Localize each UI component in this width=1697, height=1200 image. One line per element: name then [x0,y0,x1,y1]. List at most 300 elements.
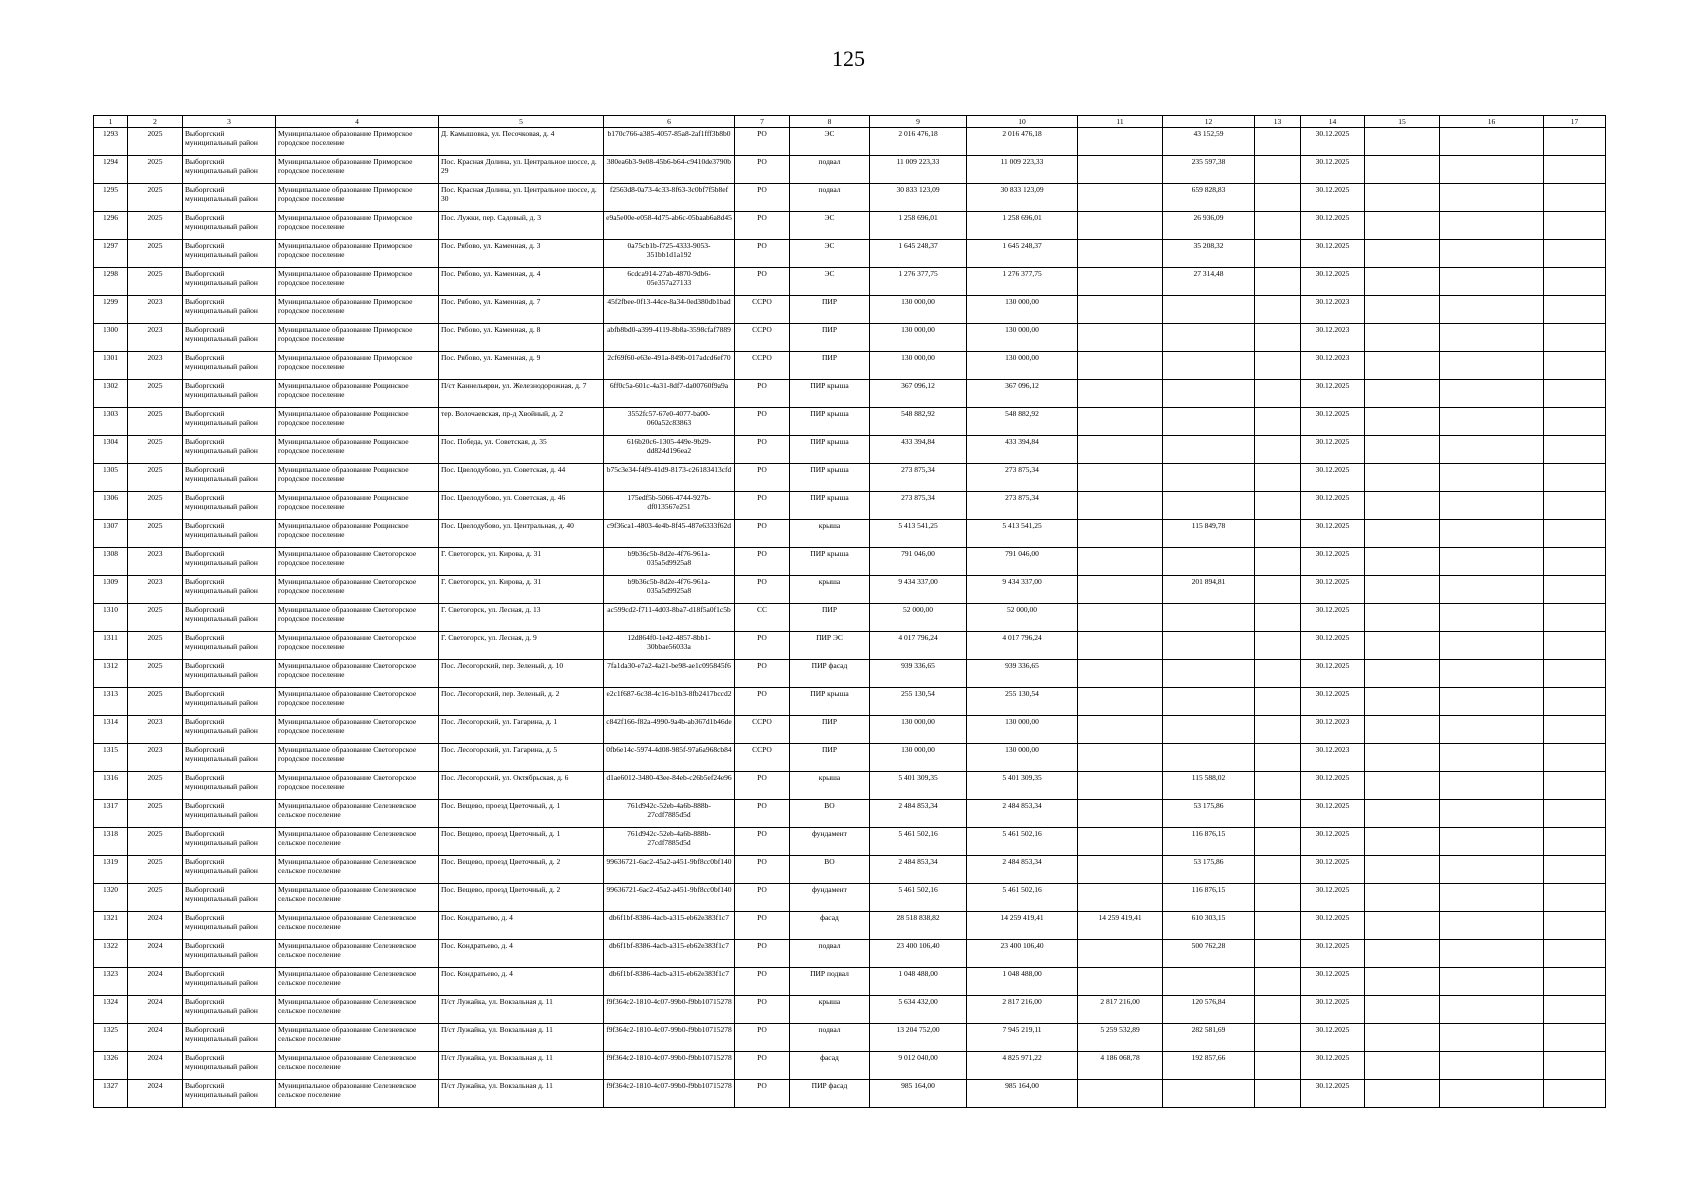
cell-col-6: 99636721-6ac2-45a2-a451-9bf8cc0bf140 [604,884,735,912]
cell-col-10: 2 484 853,34 [967,800,1078,828]
table-row [94,268,1606,296]
cell-col-15 [1365,156,1440,184]
cell-col-12 [1163,744,1255,772]
cell-col-2: 2025 [128,520,183,548]
cell-col-2: 2025 [128,856,183,884]
cell-col-16 [1440,660,1544,688]
cell-col-8: ЭС [790,128,870,156]
cell-col-3: Выборгский муниципальный район [183,856,276,884]
cell-col-4: Муниципальное образование Светогорское городское поселение [276,744,439,772]
cell-col-10: 2 016 476,18 [967,128,1078,156]
cell-col-9: 5 461 502,16 [870,828,967,856]
cell-col-14: 30.12.2025 [1301,128,1365,156]
cell-col-12 [1163,408,1255,436]
cell-col-17 [1544,996,1606,1024]
cell-col-8: ПИР [790,352,870,380]
table-row [94,576,1606,604]
cell-col-2: 2025 [128,632,183,660]
cell-col-5: Пос. Лесогорский, пер. Зеленый, д. 10 [439,660,604,688]
cell-col-17 [1544,548,1606,576]
cell-col-4: Муниципальное образование Светогорское городское поселение [276,660,439,688]
cell-col-11 [1078,772,1163,800]
cell-col-11 [1078,828,1163,856]
cell-col-4: Муниципальное образование Селезневское сельское поселение [276,1024,439,1052]
cell-col-7: РО [735,212,790,240]
cell-col-17 [1544,940,1606,968]
cell-col-16 [1440,380,1544,408]
cell-col-17 [1544,1080,1606,1108]
cell-col-5: Пос. Рябово, ул. Каменная, д. 3 [439,240,604,268]
cell-col-15 [1365,548,1440,576]
cell-col-7: РО [735,464,790,492]
cell-col-5: Д. Камышовка, ул. Песочковая, д. 4 [439,128,604,156]
cell-col-16 [1440,296,1544,324]
cell-col-3: Выборгский муниципальный район [183,632,276,660]
cell-col-12: 115 588,02 [1163,772,1255,800]
cell-col-6: 0a75cb1b-f725-4333-9053-351bb1d1a192 [604,240,735,268]
cell-col-4: Муниципальное образование Светогорское городское поселение [276,548,439,576]
cell-col-14: 30.12.2025 [1301,772,1365,800]
cell-col-10: 5 401 309,35 [967,772,1078,800]
cell-col-1: 1318 [94,828,128,856]
cell-col-2: 2024 [128,1052,183,1080]
cell-col-17 [1544,688,1606,716]
cell-col-16 [1440,576,1544,604]
cell-col-14: 30.12.2025 [1301,576,1365,604]
cell-col-4: Муниципальное образование Приморское городское поселение [276,296,439,324]
cell-col-12 [1163,324,1255,352]
cell-col-17 [1544,1024,1606,1052]
cell-col-12 [1163,632,1255,660]
cell-col-17 [1544,240,1606,268]
cell-col-7: РО [735,184,790,212]
cell-col-13 [1255,688,1301,716]
cell-col-11 [1078,296,1163,324]
cell-col-15 [1365,268,1440,296]
cell-col-17 [1544,352,1606,380]
cell-col-7: РО [735,632,790,660]
column-header-3: 3 [183,116,276,128]
cell-col-1: 1316 [94,772,128,800]
cell-col-2: 2025 [128,128,183,156]
cell-col-15 [1365,128,1440,156]
cell-col-3: Выборгский муниципальный район [183,688,276,716]
cell-col-13 [1255,352,1301,380]
cell-col-13 [1255,772,1301,800]
cell-col-6: 616b20c6-1305-449e-9b29-dd824d196ea2 [604,436,735,464]
cell-col-1: 1310 [94,604,128,632]
table-row [94,912,1606,940]
cell-col-8: ЭС [790,212,870,240]
table-row [94,156,1606,184]
cell-col-12 [1163,968,1255,996]
table-row [94,184,1606,212]
cell-col-5: Пос. Рябово, ул. Каменная, д. 9 [439,352,604,380]
cell-col-7: РО [735,940,790,968]
cell-col-3: Выборгский муниципальный район [183,1024,276,1052]
cell-col-17 [1544,268,1606,296]
cell-col-16 [1440,884,1544,912]
cell-col-17 [1544,576,1606,604]
cell-col-14: 30.12.2025 [1301,604,1365,632]
cell-col-16 [1440,856,1544,884]
cell-col-9: 28 518 838,82 [870,912,967,940]
table-row [94,464,1606,492]
cell-col-5: Пос. Победа, ул. Советская, д. 35 [439,436,604,464]
table-row [94,324,1606,352]
cell-col-5: Пос. Рябово, ул. Каменная, д. 8 [439,324,604,352]
cell-col-12 [1163,380,1255,408]
cell-col-13 [1255,296,1301,324]
cell-col-6: f9f364c2-1810-4c07-99b0-f9bb10715278 [604,1080,735,1108]
cell-col-17 [1544,1052,1606,1080]
cell-col-6: b170c766-a385-4057-85a8-2af1fff3b8b0 [604,128,735,156]
cell-col-1: 1307 [94,520,128,548]
cell-col-11 [1078,408,1163,436]
cell-col-2: 2025 [128,660,183,688]
cell-col-7: РО [735,828,790,856]
cell-col-12: 35 208,32 [1163,240,1255,268]
cell-col-1: 1322 [94,940,128,968]
cell-col-6: abfb8bd0-a399-4119-8b8a-3598cfaf7889 [604,324,735,352]
cell-col-17 [1544,464,1606,492]
column-header-5: 5 [439,116,604,128]
cell-col-15 [1365,744,1440,772]
cell-col-13 [1255,380,1301,408]
cell-col-12 [1163,604,1255,632]
cell-col-12 [1163,1080,1255,1108]
cell-col-6: 2cf69f60-e63e-491a-849b-017adcd6ef70 [604,352,735,380]
cell-col-11 [1078,1080,1163,1108]
cell-col-12 [1163,296,1255,324]
cell-col-4: Муниципальное образование Селезневское сельское поселение [276,1052,439,1080]
cell-col-16 [1440,772,1544,800]
column-header-9: 9 [870,116,967,128]
cell-col-9: 1 048 488,00 [870,968,967,996]
cell-col-9: 4 017 796,24 [870,632,967,660]
cell-col-8: ПИР [790,604,870,632]
cell-col-4: Муниципальное образование Светогорское городское поселение [276,576,439,604]
cell-col-8: подвал [790,940,870,968]
cell-col-17 [1544,912,1606,940]
cell-col-1: 1312 [94,660,128,688]
table-row [94,940,1606,968]
cell-col-15 [1365,212,1440,240]
table-row [94,1024,1606,1052]
cell-col-1: 1325 [94,1024,128,1052]
cell-col-5: Пос. Кондратьево, д. 4 [439,940,604,968]
cell-col-4: Муниципальное образование Селезневское сельское поселение [276,996,439,1024]
column-header-16: 16 [1440,116,1544,128]
column-header-1: 1 [94,116,128,128]
cell-col-13 [1255,436,1301,464]
cell-col-5: Г. Светогорск, ул. Лесная, д. 13 [439,604,604,632]
cell-col-3: Выборгский муниципальный район [183,716,276,744]
cell-col-5: П/ст Лужайка, ул. Вокзальная д. 11 [439,1080,604,1108]
cell-col-14: 30.12.2025 [1301,996,1365,1024]
cell-col-4: Муниципальное образование Рощинское городское поселение [276,408,439,436]
cell-col-10: 791 046,00 [967,548,1078,576]
cell-col-8: фундамент [790,884,870,912]
cell-col-6: c9f36ca1-4803-4e4b-8f45-487e6333f62d [604,520,735,548]
cell-col-7: ССРО [735,352,790,380]
cell-col-8: ПИР фасад [790,660,870,688]
cell-col-12: 120 576,84 [1163,996,1255,1024]
cell-col-6: 6ff0c5a-601c-4a31-8df7-da00760f9a9a [604,380,735,408]
cell-col-7: РО [735,520,790,548]
cell-col-13 [1255,240,1301,268]
cell-col-14: 30.12.2025 [1301,828,1365,856]
cell-col-16 [1440,912,1544,940]
cell-col-1: 1294 [94,156,128,184]
cell-col-6: e9a5e00e-e058-4d75-ab6c-05baab6a8d45 [604,212,735,240]
cell-col-6: 6cdca914-27ab-4870-9db6-05e357a27133 [604,268,735,296]
cell-col-7: РО [735,128,790,156]
cell-col-9: 130 000,00 [870,324,967,352]
cell-col-1: 1323 [94,968,128,996]
table-row [94,604,1606,632]
cell-col-8: ПИР крыша [790,464,870,492]
cell-col-2: 2025 [128,212,183,240]
cell-col-4: Муниципальное образование Светогорское городское поселение [276,716,439,744]
cell-col-17 [1544,856,1606,884]
cell-col-13 [1255,464,1301,492]
cell-col-2: 2023 [128,548,183,576]
cell-col-3: Выборгский муниципальный район [183,744,276,772]
cell-col-3: Выборгский муниципальный район [183,408,276,436]
table-container [93,115,1605,1108]
cell-col-3: Выборгский муниципальный район [183,240,276,268]
cell-col-9: 52 000,00 [870,604,967,632]
cell-col-8: ПИР ЭС [790,632,870,660]
column-header-6: 6 [604,116,735,128]
cell-col-3: Выборгский муниципальный район [183,520,276,548]
cell-col-14: 30.12.2023 [1301,744,1365,772]
cell-col-17 [1544,296,1606,324]
cell-col-10: 273 875,34 [967,492,1078,520]
cell-col-10: 5 413 541,25 [967,520,1078,548]
cell-col-6: f9f364c2-1810-4c07-99b0-f9bb10715278 [604,996,735,1024]
cell-col-10: 367 096,12 [967,380,1078,408]
cell-col-11 [1078,688,1163,716]
cell-col-4: Муниципальное образование Приморское городское поселение [276,352,439,380]
cell-col-13 [1255,996,1301,1024]
cell-col-14: 30.12.2025 [1301,884,1365,912]
cell-col-17 [1544,716,1606,744]
cell-col-14: 30.12.2025 [1301,156,1365,184]
cell-col-10: 2 817 216,00 [967,996,1078,1024]
cell-col-7: РО [735,1052,790,1080]
cell-col-3: Выборгский муниципальный район [183,1080,276,1108]
cell-col-9: 130 000,00 [870,744,967,772]
cell-col-17 [1544,212,1606,240]
cell-col-10: 255 130,54 [967,688,1078,716]
cell-col-15 [1365,828,1440,856]
cell-col-2: 2024 [128,940,183,968]
cell-col-13 [1255,632,1301,660]
cell-col-14: 30.12.2025 [1301,240,1365,268]
cell-col-14: 30.12.2025 [1301,408,1365,436]
cell-col-4: Муниципальное образование Приморское городское поселение [276,212,439,240]
cell-col-14: 30.12.2025 [1301,268,1365,296]
cell-col-14: 30.12.2025 [1301,1024,1365,1052]
cell-col-10: 548 882,92 [967,408,1078,436]
cell-col-13 [1255,800,1301,828]
column-header-11: 11 [1078,116,1163,128]
cell-col-4: Муниципальное образование Селезневское сельское поселение [276,800,439,828]
cell-col-1: 1309 [94,576,128,604]
cell-col-11 [1078,548,1163,576]
cell-col-11: 4 186 068,78 [1078,1052,1163,1080]
cell-col-17 [1544,660,1606,688]
table-row [94,716,1606,744]
cell-col-17 [1544,800,1606,828]
cell-col-3: Выборгский муниципальный район [183,324,276,352]
table-row [94,548,1606,576]
table-body [94,128,1606,1108]
cell-col-4: Муниципальное образование Селезневское сельское поселение [276,884,439,912]
cell-col-7: РО [735,380,790,408]
cell-col-8: крыша [790,772,870,800]
cell-col-13 [1255,212,1301,240]
cell-col-15 [1365,800,1440,828]
cell-col-9: 5 413 541,25 [870,520,967,548]
cell-col-3: Выборгский муниципальный район [183,576,276,604]
cell-col-7: РО [735,492,790,520]
cell-col-1: 1317 [94,800,128,828]
cell-col-5: П/ст Лужайка, ул. Вокзальная д. 11 [439,1024,604,1052]
cell-col-2: 2025 [128,380,183,408]
table-row [94,800,1606,828]
cell-col-11 [1078,240,1163,268]
table-row [94,996,1606,1024]
cell-col-11 [1078,940,1163,968]
cell-col-14: 30.12.2025 [1301,688,1365,716]
cell-col-7: РО [735,268,790,296]
cell-col-16 [1440,828,1544,856]
cell-col-5: Пос. Лесогорский, ул. Октябрьская, д. 6 [439,772,604,800]
cell-col-14: 30.12.2025 [1301,380,1365,408]
cell-col-15 [1365,884,1440,912]
cell-col-14: 30.12.2025 [1301,660,1365,688]
cell-col-2: 2025 [128,800,183,828]
cell-col-2: 2025 [128,240,183,268]
cell-col-12: 115 849,78 [1163,520,1255,548]
cell-col-16 [1440,492,1544,520]
cell-col-8: ПИР крыша [790,492,870,520]
cell-col-1: 1304 [94,436,128,464]
cell-col-11 [1078,604,1163,632]
column-header-2: 2 [128,116,183,128]
cell-col-2: 2024 [128,968,183,996]
cell-col-14: 30.12.2025 [1301,464,1365,492]
cell-col-1: 1313 [94,688,128,716]
cell-col-7: РО [735,660,790,688]
cell-col-8: ПИР подвал [790,968,870,996]
cell-col-2: 2025 [128,492,183,520]
cell-col-1: 1299 [94,296,128,324]
cell-col-13 [1255,660,1301,688]
table-row [94,212,1606,240]
cell-col-9: 5 461 502,16 [870,884,967,912]
cell-col-2: 2025 [128,464,183,492]
cell-col-9: 11 009 223,33 [870,156,967,184]
cell-col-12: 235 597,38 [1163,156,1255,184]
cell-col-3: Выборгский муниципальный район [183,380,276,408]
cell-col-5: Пос. Лесогорский, ул. Гагарина, д. 5 [439,744,604,772]
cell-col-5: П/ст Каннельярви, ул. Железнодорожная, д. 7 [439,380,604,408]
cell-col-4: Муниципальное образование Рощинское городское поселение [276,436,439,464]
cell-col-7: РО [735,576,790,604]
cell-col-10: 5 461 502,16 [967,884,1078,912]
cell-col-13 [1255,912,1301,940]
cell-col-10: 985 164,00 [967,1080,1078,1108]
cell-col-12: 53 175,86 [1163,856,1255,884]
cell-col-4: Муниципальное образование Светогорское городское поселение [276,632,439,660]
cell-col-10: 130 000,00 [967,744,1078,772]
cell-col-9: 30 833 123,09 [870,184,967,212]
cell-col-1: 1311 [94,632,128,660]
cell-col-13 [1255,576,1301,604]
cell-col-12: 610 303,15 [1163,912,1255,940]
cell-col-11: 5 259 532,89 [1078,1024,1163,1052]
cell-col-5: Г. Светогорск, ул. Кирова, д. 31 [439,548,604,576]
cell-col-9: 433 394,84 [870,436,967,464]
cell-col-11 [1078,324,1163,352]
cell-col-9: 5 634 432,00 [870,996,967,1024]
cell-col-11 [1078,436,1163,464]
column-header-14: 14 [1301,116,1365,128]
table-row [94,492,1606,520]
cell-col-15 [1365,492,1440,520]
cell-col-13 [1255,1052,1301,1080]
cell-col-1: 1320 [94,884,128,912]
cell-col-14: 30.12.2025 [1301,940,1365,968]
cell-col-17 [1544,324,1606,352]
cell-col-10: 433 394,84 [967,436,1078,464]
cell-col-8: ПИР [790,296,870,324]
cell-col-15 [1365,1024,1440,1052]
cell-col-6: db6f1bf-8386-4acb-a315-eb62e383f1c7 [604,940,735,968]
cell-col-12 [1163,716,1255,744]
table-row [94,520,1606,548]
cell-col-6: 45f2fbee-0f13-44ce-8a34-0ed380db1bad [604,296,735,324]
cell-col-15 [1365,660,1440,688]
cell-col-6: 175edf5b-5066-4744-927b-df013567e251 [604,492,735,520]
cell-col-9: 1 258 696,01 [870,212,967,240]
cell-col-13 [1255,408,1301,436]
cell-col-5: Пос. Вещево, проезд Цветочный, д. 1 [439,800,604,828]
cell-col-10: 5 461 502,16 [967,828,1078,856]
cell-col-15 [1365,632,1440,660]
cell-col-7: СС [735,604,790,632]
cell-col-7: РО [735,884,790,912]
cell-col-13 [1255,128,1301,156]
cell-col-11 [1078,856,1163,884]
table-row [94,1080,1606,1108]
cell-col-3: Выборгский муниципальный район [183,772,276,800]
cell-col-15 [1365,996,1440,1024]
cell-col-8: ПИР крыша [790,436,870,464]
cell-col-11 [1078,464,1163,492]
cell-col-11 [1078,268,1163,296]
cell-col-8: ПИР фасад [790,1080,870,1108]
cell-col-16 [1440,268,1544,296]
cell-col-10: 9 434 337,00 [967,576,1078,604]
cell-col-6: 761d942c-52eb-4a6b-888b-27cdf7885d5d [604,828,735,856]
cell-col-3: Выборгский муниципальный район [183,296,276,324]
cell-col-14: 30.12.2025 [1301,800,1365,828]
